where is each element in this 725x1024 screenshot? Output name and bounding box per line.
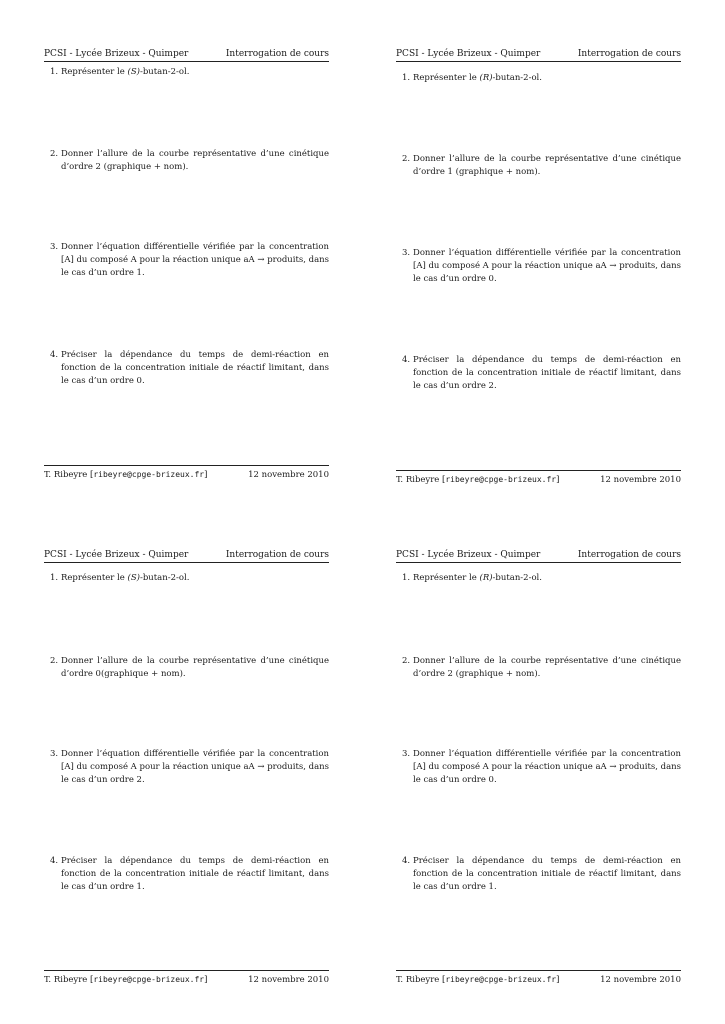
author-block <box>396 975 559 985</box>
question-text: Donner l’allure de la courbe représentative d’une cinétique d’ordre 1 (graphique + nom). <box>413 154 681 177</box>
question-3 <box>50 748 329 787</box>
question-2 <box>402 655 681 681</box>
question-number: 4. <box>50 856 59 866</box>
question-number: 4. <box>50 350 59 360</box>
card-footer <box>396 970 681 988</box>
question-text: Préciser la dépendance du temps de demi-réaction en fonction de la concentration initiale de réactif limitant, dans le cas d’un ordre 1. <box>61 856 329 892</box>
card-header <box>44 45 329 62</box>
bracket: [ <box>442 475 446 485</box>
quiz-type-label: Interrogation de cours <box>577 49 681 59</box>
question-text-part: Représenter le <box>61 67 128 77</box>
question-4 <box>402 855 681 894</box>
card-header <box>396 546 681 563</box>
question-1 <box>50 572 329 585</box>
question-text-part: -butan-2-ol. <box>492 73 542 83</box>
question-number: 2. <box>50 149 59 159</box>
question-2 <box>50 148 329 174</box>
question-1 <box>50 66 329 79</box>
question-text: Donner l’allure de la courbe représentative d’une cinétique d’ordre 2 (graphique + nom). <box>413 656 681 679</box>
question-text-part: -butan-2-ol. <box>139 573 190 583</box>
quiz-date: 12 novembre 2010 <box>248 975 329 985</box>
question-4 <box>50 349 329 388</box>
quiz-card <box>44 45 329 485</box>
quiz-date: 12 novembre 2010 <box>600 975 681 985</box>
author-block <box>396 475 559 485</box>
author-block <box>44 975 207 985</box>
stereo-descriptor: (S) <box>127 67 140 77</box>
question-text <box>413 572 681 585</box>
question-3 <box>402 247 681 286</box>
author-name: T. Ribeyre <box>44 470 88 480</box>
question-text: Donner l’équation différentielle vérifiée par la concentration [A] du composé A pour la réaction unique aA → produits, dans le cas d’un ordre 0. <box>413 749 681 785</box>
question-number: 3. <box>50 749 59 759</box>
question-number: 4. <box>402 856 411 866</box>
bracket: ] <box>556 975 560 985</box>
card-footer <box>44 970 329 988</box>
quiz-date: 12 novembre 2010 <box>600 475 681 485</box>
question-number: 1. <box>402 573 411 583</box>
card-header <box>396 45 681 62</box>
question-text-part: -butan-2-ol. <box>492 573 542 583</box>
quiz-card <box>396 45 681 485</box>
question-number: 4. <box>402 355 411 365</box>
question-text-part: -butan-2-ol. <box>139 67 190 77</box>
question-3 <box>50 241 329 280</box>
question-number: 1. <box>402 73 411 83</box>
quiz-date: 12 novembre 2010 <box>248 470 329 480</box>
question-1 <box>402 72 681 85</box>
question-text: Donner l’équation différentielle vérifiée par la concentration [A] du composé A pour la réaction unique aA → produits, dans le cas d’un ordre 2. <box>61 749 329 785</box>
author-email: ribeyre@cpge-brizeux.fr <box>93 470 205 479</box>
question-text: Préciser la dépendance du temps de demi-réaction en fonction de la concentration initiale de réactif limitant, dans le cas d’un ordre 2. <box>413 355 681 391</box>
question-text: Donner l’allure de la courbe représentative d’une cinétique d’ordre 2 (graphique + nom). <box>61 149 329 172</box>
question-text <box>61 66 329 79</box>
question-number: 3. <box>402 749 411 759</box>
question-text-part: Représenter le <box>413 73 480 83</box>
stereo-descriptor: (R) <box>479 573 493 583</box>
quiz-type-label: Interrogation de cours <box>577 550 681 560</box>
stereo-descriptor: (S) <box>127 573 140 583</box>
school-label: PCSI - Lycée Brizeux - Quimper <box>44 550 189 560</box>
author-email: ribeyre@cpge-brizeux.fr <box>93 975 205 984</box>
quiz-type-label: Interrogation de cours <box>225 550 329 560</box>
author-name: T. Ribeyre <box>396 975 440 985</box>
bracket: [ <box>442 975 446 985</box>
question-number: 1. <box>50 67 59 77</box>
stereo-descriptor: (R) <box>479 73 493 83</box>
question-number: 2. <box>402 656 411 666</box>
question-text: Donner l’équation différentielle vérifiée par la concentration [A] du composé A pour la réaction unique aA → produits, dans le cas d’un ordre 0. <box>413 248 681 284</box>
quiz-type-label: Interrogation de cours <box>225 49 329 59</box>
card-footer <box>396 470 681 488</box>
question-number: 2. <box>402 154 411 164</box>
question-3 <box>402 748 681 787</box>
question-text: Donner l’allure de la courbe représentative d’une cinétique d’ordre 0(graphique + nom). <box>61 656 329 679</box>
school-label: PCSI - Lycée Brizeux - Quimper <box>396 550 541 560</box>
school-label: PCSI - Lycée Brizeux - Quimper <box>44 49 189 59</box>
question-text: Préciser la dépendance du temps de demi-réaction en fonction de la concentration initiale de réactif limitant, dans le cas d’un ordre 0. <box>61 350 329 386</box>
quiz-card <box>396 546 681 986</box>
question-number: 3. <box>50 242 59 252</box>
question-number: 3. <box>402 248 411 258</box>
question-2 <box>402 153 681 179</box>
question-number: 2. <box>50 656 59 666</box>
question-number: 1. <box>50 573 59 583</box>
author-email: ribeyre@cpge-brizeux.fr <box>445 475 557 484</box>
question-4 <box>50 855 329 894</box>
author-name: T. Ribeyre <box>44 975 88 985</box>
question-text-part: Représenter le <box>413 573 480 583</box>
bracket: [ <box>90 975 94 985</box>
question-text: Préciser la dépendance du temps de demi-réaction en fonction de la concentration initiale de réactif limitant, dans le cas d’un ordre 1. <box>413 856 681 892</box>
question-text: Donner l’équation différentielle vérifiée par la concentration [A] du composé A pour la réaction unique aA → produits, dans le cas d’un ordre 1. <box>61 242 329 278</box>
author-block <box>44 470 207 480</box>
bracket: [ <box>90 470 94 480</box>
bracket: ] <box>556 475 560 485</box>
author-name: T. Ribeyre <box>396 475 440 485</box>
question-1 <box>402 572 681 585</box>
question-text-part: Représenter le <box>61 573 128 583</box>
bracket: ] <box>204 975 208 985</box>
question-text <box>413 72 681 85</box>
quiz-card <box>44 546 329 986</box>
bracket: ] <box>204 470 208 480</box>
question-text <box>61 572 329 585</box>
school-label: PCSI - Lycée Brizeux - Quimper <box>396 49 541 59</box>
question-4 <box>402 354 681 393</box>
author-email: ribeyre@cpge-brizeux.fr <box>445 975 557 984</box>
card-header <box>44 546 329 563</box>
card-footer <box>44 465 329 483</box>
question-2 <box>50 655 329 681</box>
